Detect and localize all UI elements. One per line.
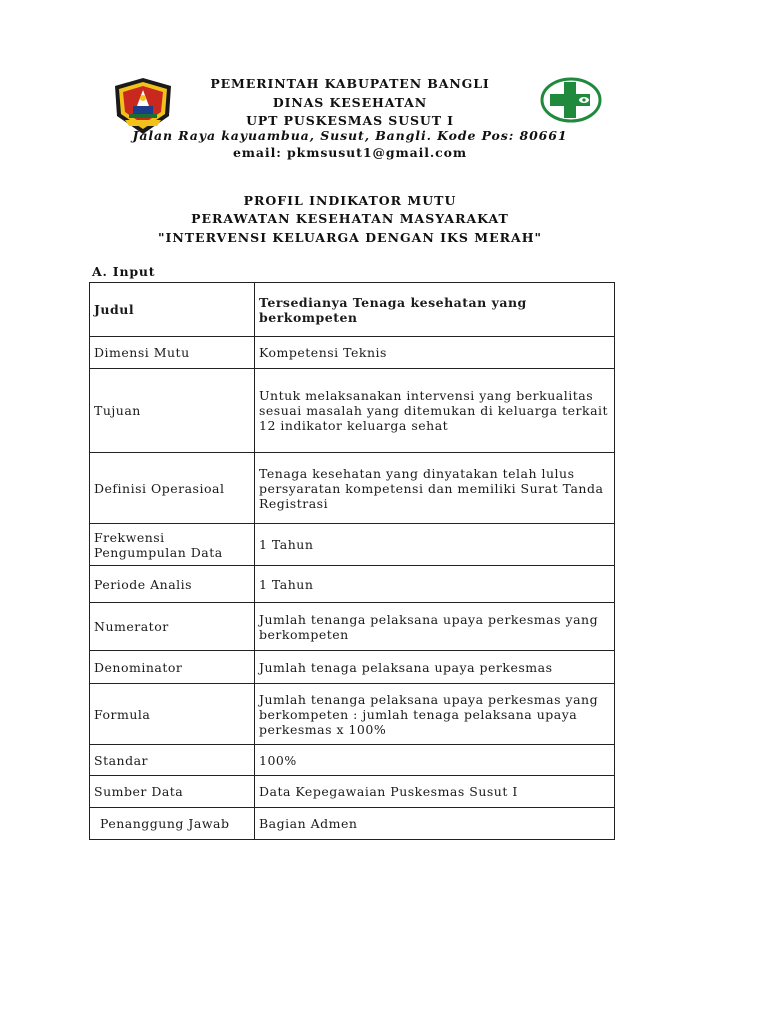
row-value: Jumlah tenanga pelaksana upaya perkesmas yang berkompeten : jumlah tenaga pelaksana upaya perkesmas x 100%	[255, 684, 615, 745]
row-value: Kompetensi Teknis	[255, 337, 615, 369]
row-label: Definisi Operasioal	[90, 453, 255, 524]
table-row	[90, 684, 615, 745]
row-label: Standar	[90, 745, 255, 776]
row-value: 100%	[255, 745, 615, 776]
row-value: Untuk melaksanakan intervensi yang berkualitas sesuai masalah yang ditemukan di keluarga terkait 12 indikator keluarga sehat	[255, 369, 615, 453]
row-value: 1 Tahun	[255, 524, 615, 566]
title-line-3: "INTERVENSI KELUARGA DENGAN IKS MERAH"	[157, 230, 543, 245]
email-line: email: pkmsusut1@gmail.com	[232, 145, 468, 160]
table-row	[90, 566, 615, 603]
table-row	[90, 776, 615, 808]
row-value: Bagian Admen	[255, 808, 615, 840]
table-row	[90, 651, 615, 684]
row-label: Dimensi Mutu	[90, 337, 255, 369]
row-value: Data Kepegawaian Puskesmas Susut I	[255, 776, 615, 808]
row-value: Tersedianya Tenaga kesehatan yang berkompeten	[255, 283, 615, 337]
address-line: Jalan Raya kayuambua, Susut, Bangli. Kode Pos: 80661	[132, 128, 568, 143]
title-line-2: PERAWATAN KESEHATAN MASYARAKAT	[191, 211, 509, 226]
row-value: Jumlah tenaga pelaksana upaya perkesmas	[255, 651, 615, 684]
section-label: A. Input	[92, 264, 156, 279]
title-line-1: PROFIL INDIKATOR MUTU	[243, 193, 457, 208]
row-value: Jumlah tenanga pelaksana upaya perkesmas yang berkompeten	[255, 603, 615, 651]
unit-name: UPT PUSKESMAS SUSUT I	[246, 113, 454, 128]
department-name: DINAS KESEHATAN	[272, 95, 428, 110]
row-label: Penanggung Jawab	[90, 808, 255, 840]
row-label: Numerator	[90, 603, 255, 651]
table-row	[90, 369, 615, 453]
row-label: Periode Analis	[90, 566, 255, 603]
row-label: Frekwensi Pengumpulan Data	[90, 524, 255, 566]
row-value: Tenaga kesehatan yang dinyatakan telah lulus persyaratan kompetensi dan memiliki Surat Tanda Registrasi	[255, 453, 615, 524]
table-row	[90, 453, 615, 524]
row-label: Sumber Data	[90, 776, 255, 808]
row-label: Judul	[90, 283, 255, 337]
row-label: Denominator	[90, 651, 255, 684]
table-row	[90, 337, 615, 369]
table-row	[90, 283, 615, 337]
table-row	[90, 603, 615, 651]
row-label: Formula	[90, 684, 255, 745]
table-row	[90, 745, 615, 776]
government-name: PEMERINTAH KABUPATEN BANGLI	[210, 76, 490, 91]
row-value: 1 Tahun	[255, 566, 615, 603]
table-row	[90, 808, 615, 840]
table-row	[90, 524, 615, 566]
indicator-profile-table	[89, 282, 615, 840]
row-label: Tujuan	[90, 369, 255, 453]
